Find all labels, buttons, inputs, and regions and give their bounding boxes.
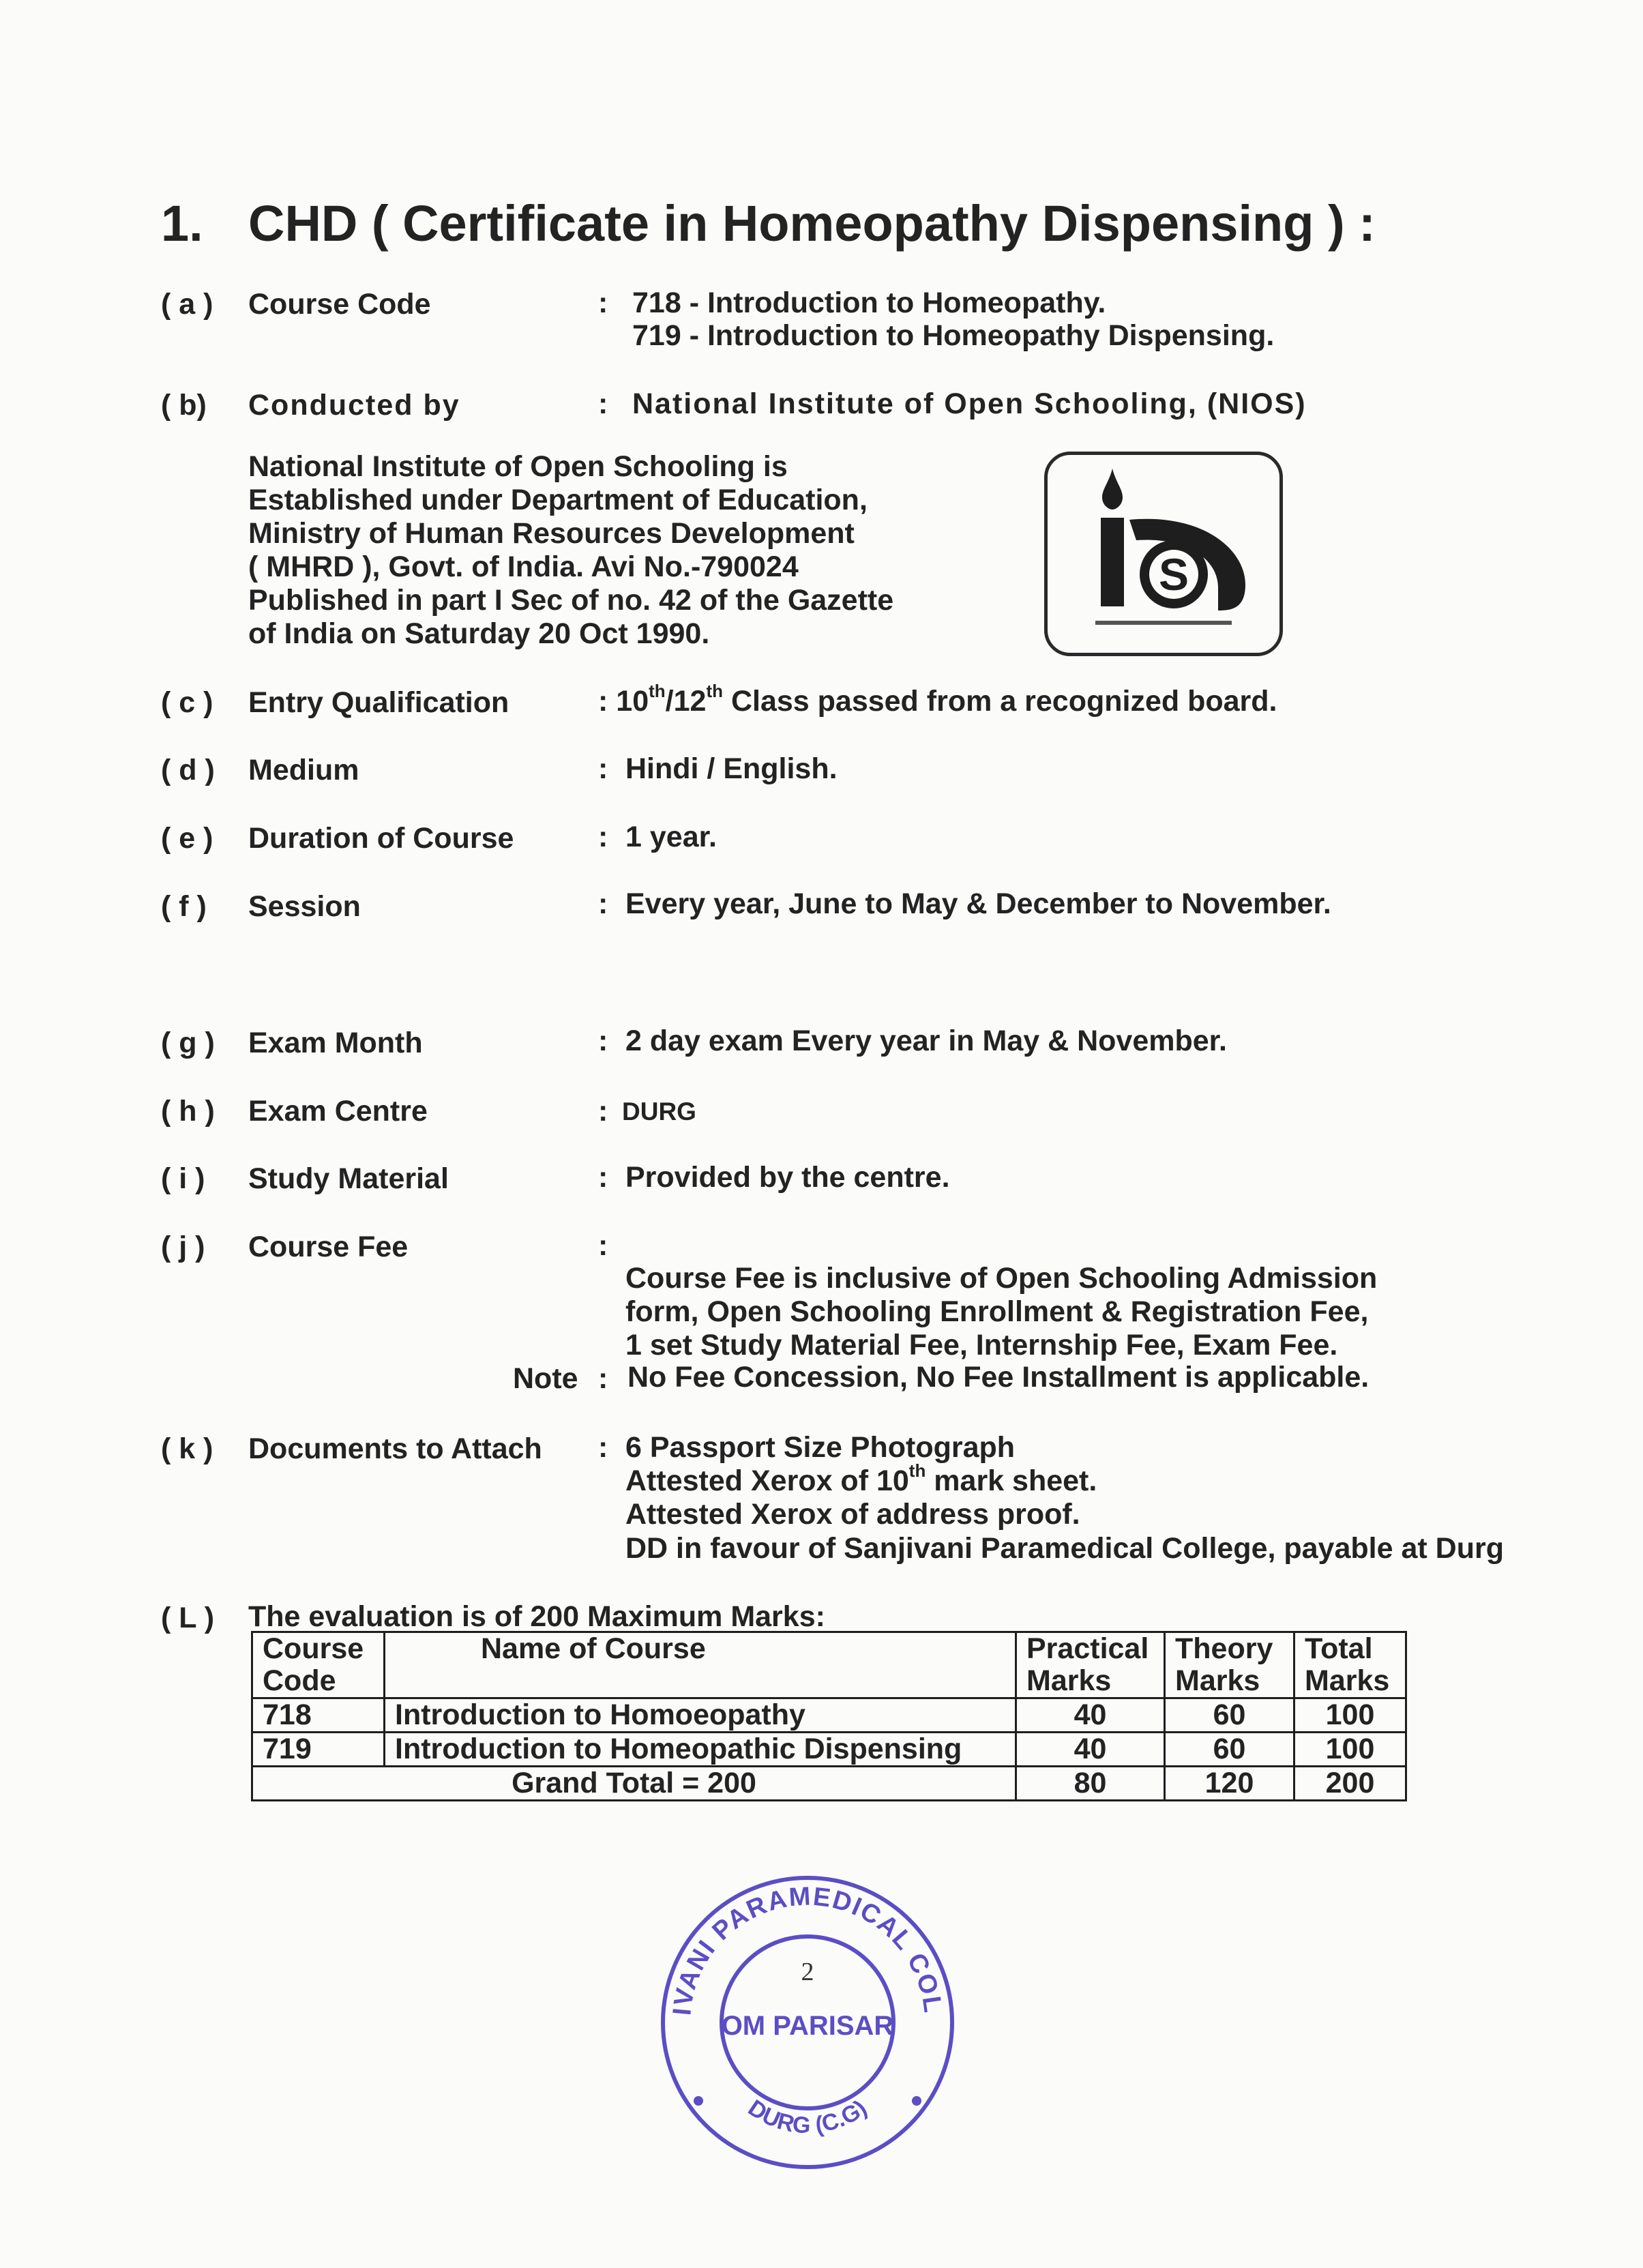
exam-month-label: Exam Month xyxy=(248,1027,423,1059)
item-key-l: ( L ) xyxy=(161,1602,215,1634)
study-material-label: Study Material xyxy=(248,1162,449,1195)
medium-label: Medium xyxy=(248,754,359,786)
cell-name: Introduction to Homoeopathy xyxy=(385,1698,1016,1733)
section-number: 1. xyxy=(161,195,203,252)
college-stamp xyxy=(651,1866,964,2183)
colon: : xyxy=(598,286,608,319)
table-row xyxy=(252,1733,1406,1767)
note-value: No Fee Concession, No Fee Installment is applicable. xyxy=(627,1361,1370,1394)
documents-line-1: 6 Passport Size Photograph xyxy=(625,1431,1016,1464)
stamp-icon xyxy=(651,1866,964,2179)
cell-practical: 40 xyxy=(1016,1733,1165,1767)
item-key-e: ( e ) xyxy=(161,822,213,855)
stamp-center-text: OM PARISAR xyxy=(721,2011,894,2041)
item-key-h: ( h ) xyxy=(161,1095,215,1128)
colon: : xyxy=(598,1431,608,1464)
nios-logo-icon xyxy=(1044,452,1283,656)
colon: : xyxy=(598,821,608,853)
item-key-g: ( g ) xyxy=(161,1027,215,1059)
cell-theory: 60 xyxy=(1165,1733,1294,1767)
svg-text:SANJIVANI PARAMEDICAL COLLEGE xyxy=(651,1866,947,2016)
note-label: Note xyxy=(513,1362,578,1395)
cell-code: 719 xyxy=(252,1733,385,1767)
grand-total-theory: 120 xyxy=(1165,1767,1294,1801)
item-key-i: ( i ) xyxy=(161,1162,205,1195)
course-code-line-1: 718 - Introduction to Homeopathy. xyxy=(632,286,1106,319)
svg-text:DURG (C.G) xyxy=(743,2095,872,2138)
colon: : xyxy=(598,1362,608,1395)
item-key-f: ( f ) xyxy=(161,890,207,923)
item-key-a: ( a ) xyxy=(161,288,213,321)
cell-name: Introduction to Homeopathic Dispensing xyxy=(385,1733,1016,1767)
cell-total: 100 xyxy=(1294,1733,1406,1767)
colon: : xyxy=(598,887,608,920)
item-key-k: ( k ) xyxy=(161,1432,213,1465)
exam-centre-label: Exam Centre xyxy=(248,1095,428,1128)
conducted-by-value: National Institute of Open Schooling, (NIOS) xyxy=(632,387,1307,420)
documents-line-4: DD in favour of Sanjivani Paramedical College, payable at Durg xyxy=(625,1532,1504,1565)
svg-text:S: S xyxy=(1158,549,1189,600)
course-code-label: Course Code xyxy=(248,288,431,321)
medium-value: Hindi / English. xyxy=(625,752,838,785)
entry-qualification-label: Entry Qualification xyxy=(248,686,509,719)
cell-total: 100 xyxy=(1294,1698,1406,1733)
entry-qualification-value: : 10th/12th Class passed from a recognized board. xyxy=(598,681,1277,718)
cell-code: 718 xyxy=(252,1698,385,1733)
documents-label: Documents to Attach xyxy=(248,1432,542,1465)
colon: : xyxy=(598,1229,608,1262)
course-code-line-2: 719 - Introduction to Homeopathy Dispensing. xyxy=(632,319,1275,352)
stamp-number: 2 xyxy=(801,1958,814,1986)
exam-month-value: 2 day exam Every year in May & November. xyxy=(625,1025,1227,1057)
colon: : xyxy=(598,387,608,420)
stamp-bottom-text: DURG (C.G) xyxy=(743,2095,872,2139)
study-material-value: Provided by the centre. xyxy=(625,1161,950,1194)
documents-line-3: Attested Xerox of address proof. xyxy=(625,1498,1080,1531)
documents-line-2: Attested Xerox of 10th mark sheet. xyxy=(625,1460,1097,1497)
table-row xyxy=(252,1698,1406,1733)
header-course-code: Course Code xyxy=(252,1632,385,1698)
exam-centre-value: DURG xyxy=(622,1098,696,1125)
item-key-d: ( d ) xyxy=(161,754,215,786)
grand-total-total: 200 xyxy=(1294,1767,1406,1801)
table-header-row xyxy=(252,1632,1406,1698)
session-value: Every year, June to May & December to November. xyxy=(625,887,1331,920)
evaluation-label: The evaluation is of 200 Maximum Marks: xyxy=(248,1600,825,1633)
item-key-c: ( c ) xyxy=(161,686,213,719)
nios-description: National Institute of Open Schooling is Established under Department of Education, Ministry of Human Resources Development ( MHRD ), Govt. of India. Avi No.-790024 Published in part I Sec of no. 42 of the Gazette of India on Saturday 20 Oct 1990. xyxy=(248,450,894,650)
stamp-ring-text: IVANI PARAMEDICAL COL xyxy=(668,1882,947,2017)
duration-label: Duration of Course xyxy=(248,822,514,855)
course-fee-label: Course Fee xyxy=(248,1231,409,1263)
header-course-name: Name of Course xyxy=(385,1632,1016,1698)
grand-total-practical: 80 xyxy=(1016,1767,1165,1801)
cell-practical: 40 xyxy=(1016,1698,1165,1733)
course-fee-line-2: form, Open Schooling Enrollment & Registration Fee, xyxy=(625,1295,1369,1328)
cell-theory: 60 xyxy=(1165,1698,1294,1733)
colon: : xyxy=(598,752,608,785)
page-title: CHD ( Certificate in Homeopathy Dispensing ) : xyxy=(248,195,1376,252)
grand-total-row xyxy=(252,1767,1406,1801)
colon: : xyxy=(598,1025,608,1057)
duration-value: 1 year. xyxy=(625,821,717,853)
conducted-by-label: Conducted by xyxy=(248,389,460,422)
header-total: Total Marks xyxy=(1294,1632,1406,1698)
colon: : xyxy=(598,1095,608,1128)
item-key-b: ( b) xyxy=(161,389,207,422)
session-label: Session xyxy=(248,890,361,923)
item-key-j: ( j ) xyxy=(161,1231,205,1263)
header-theory: Theory Marks xyxy=(1165,1632,1294,1698)
grand-total-label: Grand Total = 200 xyxy=(252,1767,1016,1801)
marks-table xyxy=(251,1631,1407,1801)
course-fee-line-3: 1 set Study Material Fee, Internship Fee, Exam Fee. xyxy=(625,1329,1338,1361)
course-fee-line-1: Course Fee is inclusive of Open Schooling Admission xyxy=(625,1262,1378,1295)
colon: : xyxy=(598,1161,608,1194)
header-practical: Practical Marks xyxy=(1016,1632,1165,1698)
